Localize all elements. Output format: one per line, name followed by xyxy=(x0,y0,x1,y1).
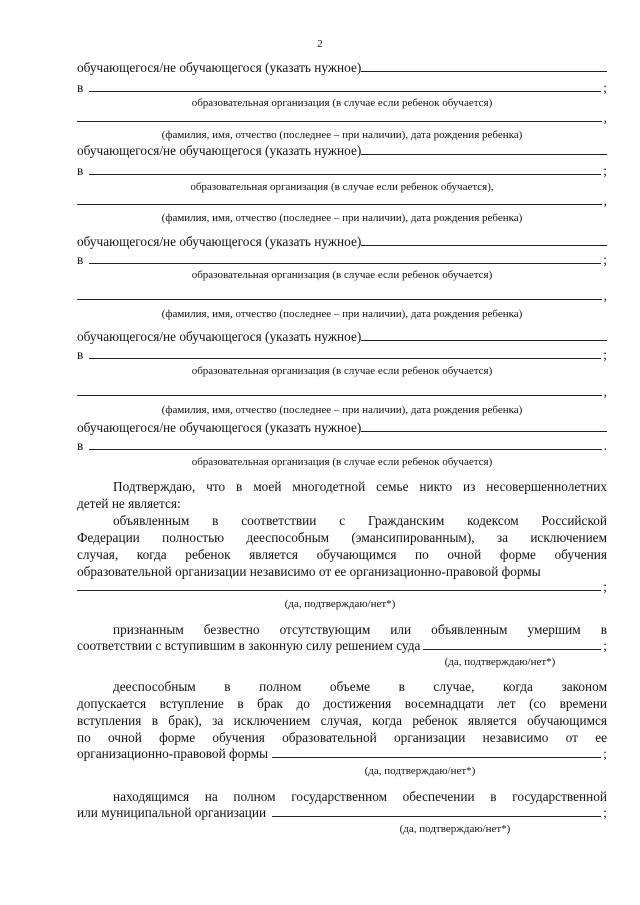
org-prefix: в xyxy=(77,80,84,95)
org-field[interactable] xyxy=(89,263,601,264)
child-status-label: обучающегося/не обучающегося (указать нужное) xyxy=(77,60,362,75)
child-status-line-3 xyxy=(77,234,607,249)
item-capable-answer-line: организационно-правовой формы ; xyxy=(77,746,607,761)
org-line-2: в ; xyxy=(77,163,607,178)
name-line-4: , xyxy=(77,384,607,399)
org-prefix: в xyxy=(77,252,84,267)
child-status-field[interactable] xyxy=(361,71,607,72)
name-line-3: , xyxy=(77,288,607,303)
item-state-care-answer-field[interactable] xyxy=(272,816,601,817)
answer-caption: (да, подтверждаю/нет*) xyxy=(364,765,476,777)
org-line-3: в ; xyxy=(77,252,607,267)
name-line-1: , xyxy=(77,110,607,125)
org-caption: образовательная организация (в случае если ребенок обучается) xyxy=(191,97,493,109)
child-name-field[interactable] xyxy=(77,395,602,396)
item-state-care-answer-line: или муниципальной организации ; xyxy=(77,805,607,820)
child-status-label: обучающегося/не обучающегося (указать нужное) xyxy=(77,420,362,435)
answer-caption: (да, подтверждаю/нет*) xyxy=(284,598,396,610)
child-status-label: обучающегося/не обучающегося (указать нужное) xyxy=(77,329,362,344)
org-caption: образовательная организация (в случае если ребенок обучается), xyxy=(190,181,494,193)
org-line-5: в . xyxy=(77,438,607,453)
item-missing-answer-line: соответствии с вступившим в законную силу решением суда ; xyxy=(77,638,607,653)
name-caption: (фамилия, имя, отчество (последнее – при наличии), дата рождения ребенка) xyxy=(161,129,523,141)
child-status-line-5 xyxy=(77,420,607,435)
item-missing-answer-field[interactable] xyxy=(423,649,601,650)
org-prefix: в xyxy=(77,163,84,178)
child-status-label: обучающегося/не обучающегося (указать нужное) xyxy=(77,234,362,249)
child-name-field[interactable] xyxy=(77,121,602,122)
item-state-care: находящимся на полном государственном обеспечении в государственной xyxy=(113,789,607,804)
item-capable-answer-field[interactable] xyxy=(272,757,601,758)
item-emancipated-answer-line: ; xyxy=(77,579,607,594)
page-number: 2 xyxy=(317,38,323,50)
org-field[interactable] xyxy=(89,449,601,450)
org-prefix: в xyxy=(77,438,84,453)
org-field[interactable] xyxy=(89,91,601,92)
name-caption: (фамилия, имя, отчество (последнее – при наличии), дата рождения ребенка) xyxy=(161,212,523,224)
child-status-label: обучающегося/не обучающегося (указать нужное) xyxy=(77,143,362,158)
org-prefix: в xyxy=(77,347,84,362)
name-caption: (фамилия, имя, отчество (последнее – при наличии), дата рождения ребенка) xyxy=(161,308,523,320)
org-field[interactable] xyxy=(89,358,601,359)
name-line-2: , xyxy=(77,193,607,208)
org-caption: образовательная организация (в случае если ребенок обучается) xyxy=(191,365,493,377)
name-caption: (фамилия, имя, отчество (последнее – при наличии), дата рождения ребенка) xyxy=(161,404,523,416)
org-caption: образовательная организация (в случае если ребенок обучается) xyxy=(191,456,493,468)
answer-caption: (да, подтверждаю/нет*) xyxy=(444,656,556,668)
item-capable: дееспособным в полном объеме в случае, когда законом допускается вступление в брак до достижения восемнадцати лет (со времени вступления в брак), за исключением случая, когда ребенок является обучающимся по очной форме обучения образовательной организации независимо от ее xyxy=(77,679,607,745)
item-emancipated: объявленным в соответствии с Гражданским кодексом Российской Федерации полностью дееспособным (эмансипированным), за исключением случая, когда ребенок является обучающимся по очной форме обучения образовательной организации независимо от ее организационно-правовой формы xyxy=(77,513,607,579)
child-name-field[interactable] xyxy=(77,204,602,205)
child-status-line-2 xyxy=(77,143,607,158)
child-name-field[interactable] xyxy=(77,299,602,300)
child-status-field[interactable] xyxy=(361,154,607,155)
child-status-field[interactable] xyxy=(361,245,607,246)
answer-caption: (да, подтверждаю/нет*) xyxy=(399,823,511,835)
child-status-field[interactable] xyxy=(361,340,607,341)
org-line-4: в ; xyxy=(77,347,607,362)
item-emancipated-answer-field[interactable] xyxy=(77,590,601,591)
item-missing: признанным безвестно отсутствующим или объявленным умершим в xyxy=(113,622,607,637)
child-status-field[interactable] xyxy=(361,431,607,432)
confirm-intro: Подтверждаю, что в моей многодетной семье никто из несовершеннолетних детей не является: xyxy=(77,479,607,511)
org-field[interactable] xyxy=(89,174,601,175)
child-status-line-1 xyxy=(77,60,607,75)
org-caption: образовательная организация (в случае если ребенок обучается) xyxy=(191,269,493,281)
child-status-line-4 xyxy=(77,329,607,344)
org-line-1: в ; xyxy=(77,80,607,95)
